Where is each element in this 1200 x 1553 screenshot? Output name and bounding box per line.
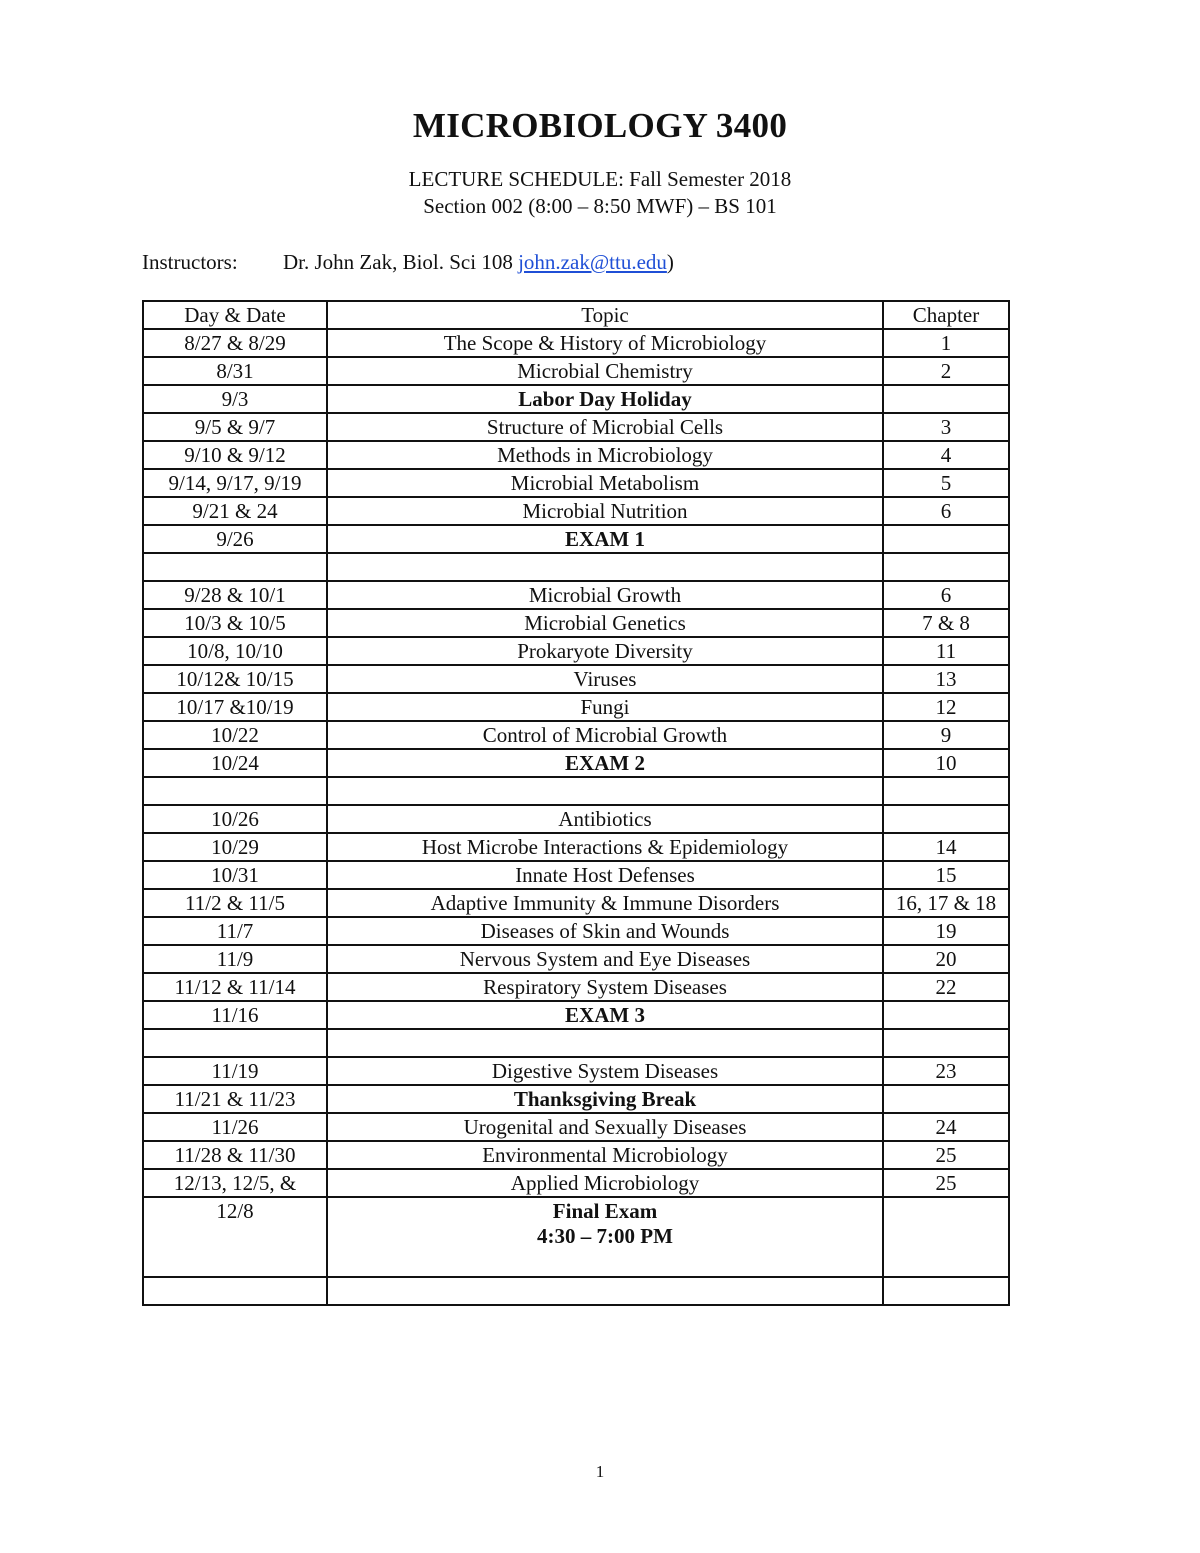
cell-topic: Environmental Microbiology (327, 1141, 883, 1169)
cell-topic: EXAM 3 (327, 1001, 883, 1029)
table-row (143, 581, 1009, 609)
cell-topic: Nervous System and Eye Diseases (327, 945, 883, 973)
table-row (143, 889, 1009, 917)
cell-topic: Fungi (327, 693, 883, 721)
cell-date: 11/28 & 11/30 (143, 1141, 327, 1169)
cell-date: 12/13, 12/5, & (143, 1169, 327, 1197)
cell-chapter (883, 777, 1009, 805)
instructor-email-link[interactable]: john.zak@ttu.edu (518, 250, 667, 274)
cell-date: 9/26 (143, 525, 327, 553)
cell-date: 9/3 (143, 385, 327, 413)
cell-chapter: 4 (883, 441, 1009, 469)
page-title: MICROBIOLOGY 3400 (412, 106, 788, 145)
cell-date: 11/7 (143, 917, 327, 945)
cell-chapter (883, 1001, 1009, 1029)
cell-date: 11/9 (143, 945, 327, 973)
cell-topic: Adaptive Immunity & Immune Disorders (327, 889, 883, 917)
cell-chapter: 13 (883, 665, 1009, 693)
cell-topic: Methods in Microbiology (327, 441, 883, 469)
cell-topic: EXAM 2 (327, 749, 883, 777)
cell-date: 10/8, 10/10 (143, 637, 327, 665)
cell-chapter (883, 1029, 1009, 1057)
cell-date: 11/16 (143, 1001, 327, 1029)
cell-chapter: 5 (883, 469, 1009, 497)
cell-chapter (883, 525, 1009, 553)
table-row (143, 917, 1009, 945)
schedule-subtitle: LECTURE SCHEDULE: Fall Semester 2018 (408, 167, 792, 191)
cell-date: 8/27 & 8/29 (143, 329, 327, 357)
table-row (143, 637, 1009, 665)
table-row (143, 693, 1009, 721)
cell-chapter: 1 (883, 329, 1009, 357)
table-row (143, 553, 1009, 581)
cell-chapter: 19 (883, 917, 1009, 945)
cell-topic (327, 1029, 883, 1057)
table-row (143, 1001, 1009, 1029)
cell-chapter: 12 (883, 693, 1009, 721)
cell-topic: Thanksgiving Break (327, 1085, 883, 1113)
instructors-label: Instructors: (142, 250, 238, 274)
final-exam-time: 4:30 – 7:00 PM (537, 1224, 673, 1248)
instructors-line (142, 250, 674, 275)
cell-chapter: 2 (883, 357, 1009, 385)
cell-chapter: 7 & 8 (883, 609, 1009, 637)
table-row (143, 1057, 1009, 1085)
cell-date: 10/29 (143, 833, 327, 861)
cell-topic: Microbial Metabolism (327, 469, 883, 497)
table-row (143, 805, 1009, 833)
table-row (143, 1169, 1009, 1197)
table-row (143, 469, 1009, 497)
cell-topic (327, 1277, 883, 1305)
cell-date: 9/28 & 10/1 (143, 581, 327, 609)
cell-topic: Prokaryote Diversity (327, 637, 883, 665)
cell-date: 11/26 (143, 1113, 327, 1141)
cell-date: 10/12& 10/15 (143, 665, 327, 693)
cell-date: 9/21 & 24 (143, 497, 327, 525)
table-row (143, 1085, 1009, 1113)
cell-chapter: 9 (883, 721, 1009, 749)
cell-chapter: 14 (883, 833, 1009, 861)
cell-topic: Microbial Growth (327, 581, 883, 609)
cell-date: 10/24 (143, 749, 327, 777)
cell-topic: Antibiotics (327, 805, 883, 833)
cell-date (143, 1029, 327, 1057)
cell-topic: Microbial Genetics (327, 609, 883, 637)
cell-topic: Microbial Nutrition (327, 497, 883, 525)
cell-topic: Host Microbe Interactions & Epidemiology (327, 833, 883, 861)
cell-topic: Urogenital and Sexually Diseases (327, 1113, 883, 1141)
cell-date: 11/21 & 11/23 (143, 1085, 327, 1113)
cell-date: 11/2 & 11/5 (143, 889, 327, 917)
table-row (143, 861, 1009, 889)
cell-topic: Control of Microbial Growth (327, 721, 883, 749)
cell-date: 10/22 (143, 721, 327, 749)
cell-date: 10/26 (143, 805, 327, 833)
table-row (143, 833, 1009, 861)
cell-chapter (883, 553, 1009, 581)
cell-topic (327, 1197, 883, 1277)
cell-date: 12/8 (143, 1197, 327, 1277)
cell-chapter: 11 (883, 637, 1009, 665)
table-row (143, 525, 1009, 553)
table-header-row (143, 301, 1009, 329)
schedule-body (143, 329, 1009, 1305)
cell-chapter (883, 1085, 1009, 1113)
schedule-table (142, 300, 1010, 1306)
table-row (143, 777, 1009, 805)
cell-date: 8/31 (143, 357, 327, 385)
cell-chapter: 10 (883, 749, 1009, 777)
cell-topic: Structure of Microbial Cells (327, 413, 883, 441)
table-row (143, 1029, 1009, 1057)
cell-date: 9/10 & 9/12 (143, 441, 327, 469)
table-row (143, 665, 1009, 693)
table-row (143, 497, 1009, 525)
table-row (143, 441, 1009, 469)
cell-chapter: 22 (883, 973, 1009, 1001)
cell-date: 10/17 &10/19 (143, 693, 327, 721)
table-row (143, 329, 1009, 357)
cell-date: 10/31 (143, 861, 327, 889)
cell-chapter (883, 1197, 1009, 1277)
cell-chapter: 25 (883, 1169, 1009, 1197)
header-topic: Topic (327, 301, 883, 329)
cell-topic: Viruses (327, 665, 883, 693)
table-row (143, 721, 1009, 749)
final-exam-label: Final Exam (552, 1199, 658, 1223)
cell-date: 11/12 & 11/14 (143, 973, 327, 1001)
cell-chapter: 24 (883, 1113, 1009, 1141)
cell-date: 9/14, 9/17, 9/19 (143, 469, 327, 497)
table-row (143, 1141, 1009, 1169)
cell-chapter (883, 805, 1009, 833)
cell-date: 10/3 & 10/5 (143, 609, 327, 637)
table-row (143, 413, 1009, 441)
cell-date: 9/5 & 9/7 (143, 413, 327, 441)
cell-chapter: 6 (883, 497, 1009, 525)
table-row (143, 385, 1009, 413)
cell-topic (327, 777, 883, 805)
cell-chapter: 15 (883, 861, 1009, 889)
cell-topic: The Scope & History of Microbiology (327, 329, 883, 357)
cell-date (143, 1277, 327, 1305)
header-day-date: Day & Date (143, 301, 327, 329)
table-row (143, 945, 1009, 973)
table-row (143, 749, 1009, 777)
cell-topic: EXAM 1 (327, 525, 883, 553)
cell-date (143, 777, 327, 805)
cell-topic: Respiratory System Diseases (327, 973, 883, 1001)
cell-date: 11/19 (143, 1057, 327, 1085)
table-row (143, 357, 1009, 385)
cell-chapter: 16, 17 & 18 (883, 889, 1009, 917)
cell-chapter (883, 1277, 1009, 1305)
table-row (143, 609, 1009, 637)
cell-chapter: 3 (883, 413, 1009, 441)
table-row (143, 1277, 1009, 1305)
cell-date (143, 553, 327, 581)
page-number: 1 (595, 1462, 605, 1481)
cell-topic: Microbial Chemistry (327, 357, 883, 385)
cell-topic: Innate Host Defenses (327, 861, 883, 889)
instructor-suffix: ) (666, 250, 674, 274)
instructor-info: Dr. John Zak, Biol. Sci 108 (283, 250, 519, 274)
cell-topic: Digestive System Diseases (327, 1057, 883, 1085)
cell-chapter: 20 (883, 945, 1009, 973)
cell-chapter: 25 (883, 1141, 1009, 1169)
header-chapter: Chapter (883, 301, 1009, 329)
table-row (143, 1113, 1009, 1141)
cell-topic: Applied Microbiology (327, 1169, 883, 1197)
final-exam-row (143, 1197, 1009, 1277)
section-info: Section 002 (8:00 – 8:50 MWF) – BS 101 (423, 194, 777, 218)
cell-chapter: 6 (883, 581, 1009, 609)
cell-topic: Labor Day Holiday (327, 385, 883, 413)
cell-topic: Diseases of Skin and Wounds (327, 917, 883, 945)
cell-chapter (883, 385, 1009, 413)
cell-chapter: 23 (883, 1057, 1009, 1085)
cell-topic (327, 553, 883, 581)
table-row (143, 973, 1009, 1001)
